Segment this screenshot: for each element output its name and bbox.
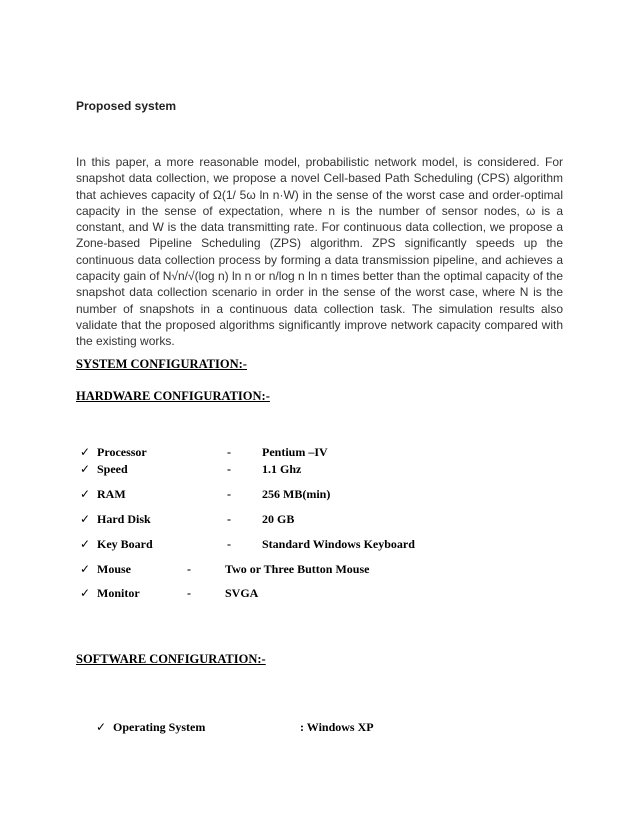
software-label: Operating System [113, 720, 206, 734]
checkmark-icon: ✓ [96, 720, 107, 734]
checkmark-icon: ✓ [80, 462, 91, 476]
hardware-value: 256 MB(min) [262, 487, 331, 501]
hardware-label: Key Board [97, 537, 153, 551]
system-configuration-heading: SYSTEM CONFIGURATION:- [76, 357, 247, 371]
abstract-paragraph: In this paper, a more reasonable model, probabilistic network model, is considered. For snapshot data collection, we propose a novel Cell-based Path Scheduling (CPS) algorithm that achieves capacity of Ω(1/ 5ω ln n·W) in the sense of the worst case and order-optimal capacity in the sense of expectation, where n is the number of sensor nodes, ω is a constant, and W is the data transmitting rate. For continuous data collection, we propose a Zone-based Pipeline Scheduling (ZPS) algorithm. ZPS significantly speeds up the continuous data collection process by forming a data transmission pipeline, and achieves a capacity gain of N√n/√(log n) ln n or n/log n ln n times better than the optimal capacity of the snapshot data collection scenario in order in the sense of the worst case, where N is the number of snapshots in a continuous data collection task. The simulation results also validate that the proposed algorithms significantly improve network capacity compared with the existing works. [76, 155, 563, 349]
hardware-label: Speed [97, 462, 128, 476]
hardware-dash: - [227, 512, 231, 526]
hardware-value: Pentium –IV [262, 445, 328, 459]
hardware-dash: - [227, 487, 231, 501]
hardware-value: 20 GB [262, 512, 295, 526]
hardware-label: Processor [97, 445, 147, 459]
hardware-value: 1.1 Ghz [262, 462, 302, 476]
hardware-label: RAM [97, 487, 126, 501]
hardware-dash: - [187, 586, 191, 600]
hardware-dash: - [187, 562, 191, 576]
hardware-dash: - [227, 445, 231, 459]
hardware-dash: - [227, 462, 231, 476]
checkmark-icon: ✓ [80, 445, 91, 459]
hardware-label: Hard Disk [97, 512, 151, 526]
software-configuration-heading: SOFTWARE CONFIGURATION:- [76, 652, 266, 666]
hardware-label: Mouse [97, 562, 131, 576]
hardware-value: Standard Windows Keyboard [262, 537, 415, 551]
hardware-value: Two or Three Button Mouse [225, 562, 370, 576]
software-value: : Windows XP [300, 720, 374, 734]
hardware-label: Monitor [97, 586, 140, 600]
checkmark-icon: ✓ [80, 487, 91, 501]
checkmark-icon: ✓ [80, 537, 91, 551]
section-heading-proposed-system: Proposed system [76, 99, 177, 113]
checkmark-icon: ✓ [80, 562, 91, 576]
checkmark-icon: ✓ [80, 512, 91, 526]
hardware-configuration-heading: HARDWARE CONFIGURATION:- [76, 389, 270, 403]
hardware-value: SVGA [225, 586, 259, 600]
checkmark-icon: ✓ [80, 586, 91, 600]
hardware-dash: - [227, 537, 231, 551]
